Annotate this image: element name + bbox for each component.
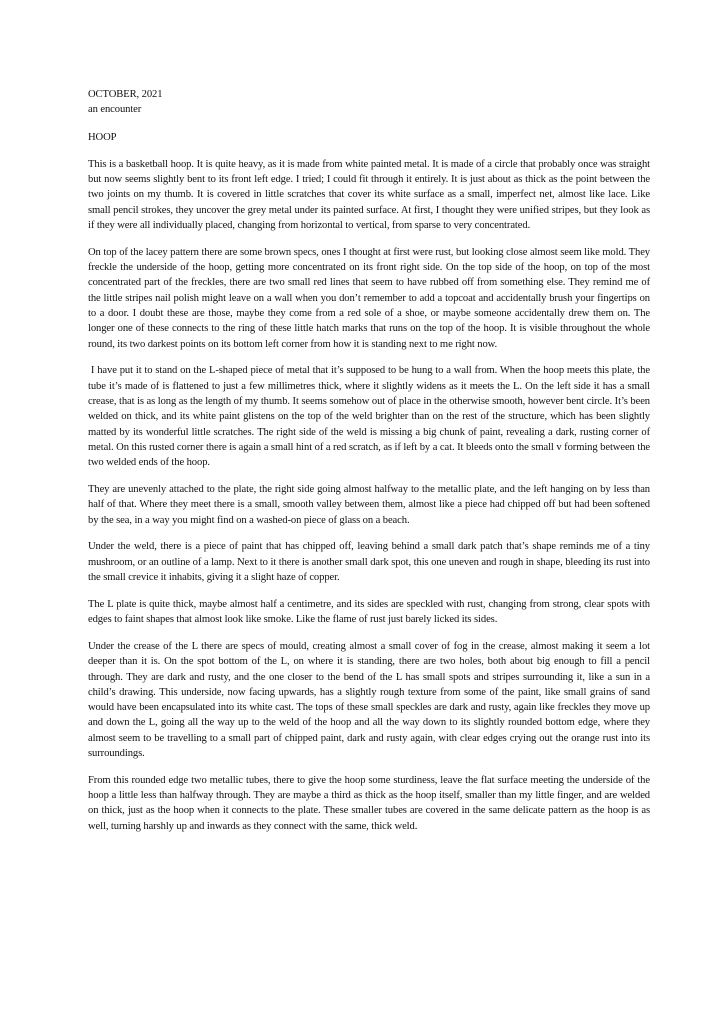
paragraph-text: On top of the lacey pattern there are some brown specs, ones I thought at first were rust, but looking close almost seem like mold. They freckle the underside of the hoop, getting more concentrated on its front right side. On the top side of the hoop, on top of the most concentrated part of the freckles, there are two small red lines that seem to have rubbed off from something else. They remind me of the little stripes nail polish might leave on a wall when you don’t remember to add a topcoat and accidentally brush your fingertips on to a door. I doubt these are those, maybe they come from a red sole of a shoe, or maybe someone accidentally drew them on. The longer one of these connects to the ring of these little hatch marks that runs on the top of the hoop. It is visible throughout the whole round, its two darkest points on its bottom left corner from how it is standing next to me right now. bbox=[88, 246, 650, 350]
paragraph-7 bbox=[88, 639, 650, 761]
date-heading: OCTOBER, 2021 bbox=[88, 89, 163, 100]
paragraph-5 bbox=[88, 539, 650, 585]
paragraph-text: Under the weld, there is a piece of paint that has chipped off, leaving behind a small dark patch that’s shape reminds me of a tiny mushroom, or an outline of a lamp. Next to it there is another small dark spot, this one uneven and rough in shape, bleeding its rust into the small crevice it inhabits, giving it a slight haze of copper. bbox=[88, 541, 650, 584]
paragraph-2 bbox=[88, 245, 650, 352]
paragraph-4 bbox=[88, 482, 650, 528]
paragraph-text: From this rounded edge two metallic tubes, there to give the hoop some sturdiness, leave the flat surface meeting the underside of the hoop a little less than halfway through. They are maybe a third as thick as the hoop itself, smaller than my little finger, and are welded on thick, just as the hoop when it connects to the plate. These smaller tubes are covered in the same delicate pattern as the hoop is as well, turning harshly up and inwards as they connect with the same, thick weld. bbox=[88, 774, 650, 832]
title: HOOP bbox=[88, 131, 117, 143]
paragraph-6 bbox=[88, 597, 650, 628]
paragraph-text: This is a basketball hoop. It is quite heavy, as it is made from white painted metal. It is made of a circle that probably once was straight but now seems slightly bent to its front left edge. I tried; I could fit through it entirely. It is just about as thick as the point between the two joints on my thumb. It is covered in little scratches that cover its white surface as a small, imperfect net, almost like lace. Like small pencil strokes, they uncover the grey metal under its painted surface. At first, I thought they were unified stripes, but they look as if they were all individually placed, changing from horizontal to vertical, from sparse to very concentrated. bbox=[88, 158, 650, 232]
paragraph-8 bbox=[88, 773, 650, 834]
document-page bbox=[88, 87, 653, 845]
paragraph-text: Under the crease of the L there are specs of mould, creating almost a small cover of fog in the crease, almost making it seem a lot deeper than it is. On the spot bottom of the L, on where it is standing, there are two holes, both about big enough to fill a pencil through. They are dark and rusty, and the one closer to the bend of the L has small spots and stripes surrounding it, like a sun in a child’s drawing. This underside, now facing upwards, has a slightly rough texture from some of the paint, like small grains of sand would have been encapsulated into its white cast. The tops of these small speckles are dark and rusty, again like freckles they move up and down the L, going all the way up to the weld of the hoop and all the way down to its slightly rounded bottom edge, where they almost seem to be travelling to a small part of chipped paint, dark and rusty again, with clear edges crying out the orange rust into its surroundings. bbox=[88, 640, 650, 759]
paragraph-3 bbox=[88, 363, 653, 470]
subtitle: an encounter bbox=[88, 104, 142, 116]
paragraph-1 bbox=[88, 157, 650, 233]
paragraph-text: The L plate is quite thick, maybe almost half a centimetre, and its sides are speckled with rust, changing from strong, clear spots with edges to faint shapes that almost look like smoke. Like the flame of rust just barely licked its sides. bbox=[88, 598, 650, 626]
paragraph-text: They are unevenly attached to the plate, the right side going almost halfway to the metallic plate, and the left hanging on by less than half of that. Where they meet there is a small, smooth valley between them, almost like a piece had chipped off but had been softened by the sea, in a way you might find on a washed-on piece of glass on a beach. bbox=[88, 484, 650, 526]
paragraph-text: I have put it to stand on the L-shaped piece of metal that it’s supposed to be hung to a wall from. When the hoop meets this plate, the tube it’s made of is flattened to just a few millimetres thick, where it slightly widens as it meets the L. On the left side it has a small crease, that is as long as the length of my thumb. It seems somehow out of place in the otherwise smooth, however bent circle. It’s been welded on thick, and its white paint glistens on the top of the weld brighter than on the rest of the structure, which has been slightly matted by its wonderful little scratches. The right side of the weld is missing a big chunk of paint, revealing a dark, rusting corner of metal. On this rusted corner there is again a small hint of a red scratch, as if left by a cat. It bleeds onto the small v forming between the two welded ends of the hoop. bbox=[88, 365, 653, 469]
